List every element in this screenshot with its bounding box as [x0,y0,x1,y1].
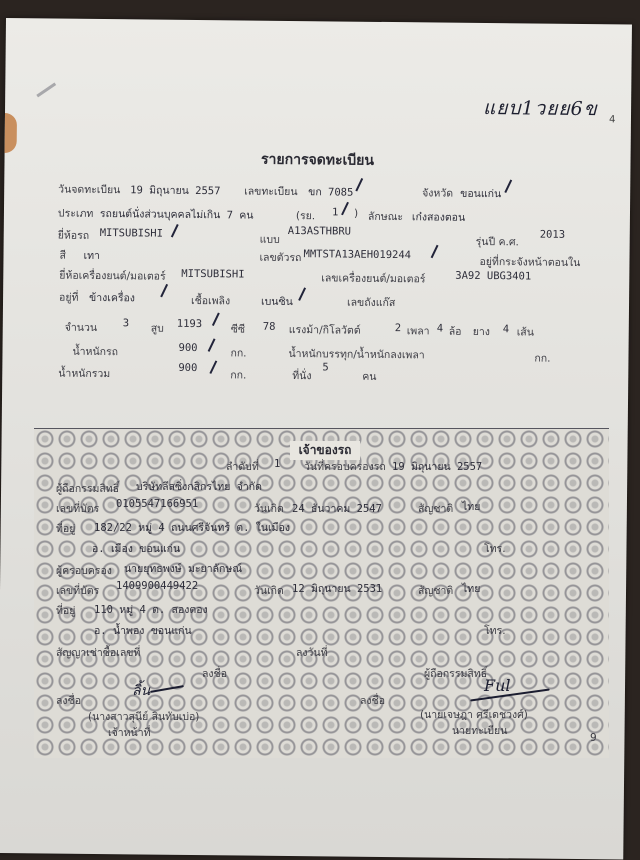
cylinder-count: 3 [122,317,130,330]
axle-label: เพลา [406,325,430,338]
type-code-close: ) [353,207,359,220]
check-mark [160,284,168,297]
fuel-label: เชื้อเพลิง [190,294,231,308]
registrar-signature: Ful [484,676,511,695]
engine-brand-label: ยี่ห้อเครื่องยนต์/มอเตอร์ [59,269,166,283]
seq-label: ลำดับที่ [226,461,259,473]
year-value: 2013 [539,228,566,241]
sign1-label: ลงชื่อ [202,668,227,680]
page-title: รายการจดทะเบียน [260,151,375,169]
contract-label: สัญญาเช่าซื้อเลขที่ [56,647,141,659]
possession-date: 19 มิถุนายน 2557 [392,461,483,473]
check-mark [298,287,306,300]
vin-location: อยู่ที่กระจังหน้าตอนใน [479,255,581,270]
holder-address-label: ที่อยู่ [56,605,76,617]
sign3-label: ลงชื่อ [360,695,385,707]
total-unit: กก. [230,369,247,382]
holder-birth-label: วันเกิด [254,585,284,597]
engine-brand: MITSUBISHI [181,267,245,281]
tank-label: เลขถังแก๊ส [346,296,396,310]
handwritten-number: แยบ1วยย6ข [482,97,598,121]
type-value: รถยนต์นั่งส่วนบุคคลไม่เกิน 7 คน [99,207,254,222]
officer-signature: ลิ้น [132,683,151,699]
holder-label: ผู้ครอบครอง [56,565,112,577]
tel-label: โทร. [484,543,506,555]
nationality-value: ไทย [462,501,481,513]
cc-label: ซีซี [230,323,246,336]
hp-value: 78 [262,320,276,333]
load-label: น้ำหนักบรรทุก/น้ำหนักลงเพลา [288,347,425,362]
check-mark [341,202,349,215]
brand-label: ยี่ห้อรถ [57,229,90,242]
id-label: เลขที่บัตร [56,503,100,515]
check-mark [171,224,179,237]
weight-unit: กก. [230,347,247,360]
holder-value: นายยุทธพงษ์ มะยาลักษณ์ [124,563,243,575]
seats-value: 5 [322,361,329,374]
engine-no: 3A92 UBG3401 [455,269,532,283]
type-code-label: (รย. [295,210,316,223]
color-label: สี [59,249,66,262]
brand-value: MITSUBISHI [99,226,164,240]
address-label: ที่อยู่ [56,523,76,535]
wheels-label: ล้อ [448,325,462,338]
seats-unit: คน [362,370,377,383]
model-value: A13ASTHBRU [287,224,352,238]
holder-birth-value: 12 มิถุนายน 2531 [292,583,383,595]
province: ขอนแก่น [460,187,502,201]
engine-loc: ข้างเครื่อง [89,291,136,305]
check-mark [504,180,512,193]
check-mark [212,312,220,325]
holder-address-line2: อ. น้ำพอง ขอนแก่น [94,625,192,637]
province-label: จังหวัด [422,187,454,200]
owner-label: ผู้ถือกรรมสิทธิ์ [56,483,120,495]
sign1-role: ผู้ถือกรรมสิทธิ์ [424,668,488,680]
seq-value: 1 [274,458,281,470]
reg-no: ขก 7085 [308,186,354,199]
axle-value: 2 [394,322,402,335]
holder-address-value: 110 หมู่ 4 ต. สองตอง [94,604,208,616]
vin-label: เลขตัวรถ [259,251,302,265]
style-value: เก๋งสองตอน [411,211,466,224]
holder-id-label: เลขที่บัตร [56,585,100,597]
count-label: จำนวน [64,321,98,334]
tires-value: 4 [502,323,510,336]
contract-date-label: ลงวันที่ [296,647,328,659]
birth-value: 24 ธันวาคม 2547 [292,503,382,515]
engine-loc-label: อยู่ที่ [59,291,79,304]
cc-value: 1193 [176,317,203,331]
id-value: 0105547166951 [116,498,199,510]
possession-date-label: วันที่ครอบครองรถ [304,461,386,473]
vin-value: MMTSTA13AEH019244 [303,248,412,262]
sign2-name: (นางสาวสุนีย์ สินทับเบ่อ) [88,711,200,723]
owner-section-title: เจ้าของรถ [290,441,360,460]
type-label: ประเภท [57,207,94,220]
check-mark [208,338,216,351]
holder-nat-label: สัญชาติ [418,585,454,597]
style-label: ลักษณะ [367,210,404,224]
check-mark [209,360,217,373]
sign3-name: (นายเจษฎา ศรีเดชวงศ์) [420,709,528,721]
check-mark [355,178,363,191]
address-line2: อ. เมือง ขอนแก่น [92,543,181,555]
cylinder-label: สูบ [150,322,164,335]
tires-label: ยาง [472,325,490,339]
reg-date: 19 มิถุนายน 2557 [130,184,221,198]
sign3-role: นายทะเบียน [452,725,508,737]
engine-no-label: เลขเครื่องยนต์/มอเตอร์ [321,272,426,286]
divider [34,428,609,429]
owner-value: บริษัทลีสซิ่งกสิกรไทย จำกัด [136,481,262,493]
model-label: แบบ [259,233,280,246]
reg-date-label: วันจดทะเบียน [58,183,121,197]
weight-label: น้ำหนักรถ [72,345,119,359]
reg-no-label: เลขทะเบียน [244,185,298,199]
hp-label: แรงม้า/กิโลวัตต์ [288,323,361,337]
holder-nat-value: ไทย [462,583,481,595]
sign2-label: ลงชื่อ [56,695,81,707]
tires-unit: เส้น [516,326,534,339]
weight-value: 900 [178,341,198,355]
holder-tel-label: โทร. [484,625,506,637]
box-page-number: 9 [590,732,597,744]
check-mark [431,245,439,258]
nationality-label: สัญชาติ [418,503,454,515]
staple-mark [36,82,56,97]
birth-label: วันเกิด [254,503,284,515]
color-value: เทา [83,249,100,262]
total-value: 900 [178,361,198,375]
fuel-value: เบนซิน [260,295,293,309]
wheels-value: 4 [436,322,444,335]
type-code: 1 [331,206,339,219]
page-number: 4 [608,114,616,126]
sign2-role: เจ้าหน้าที่ [108,727,151,739]
year-label: รุ่นปี ค.ศ. [475,235,519,249]
address-value: 182/22 หมู่ 4 ถนนศรีจันทร์ ต. ในเมือง [94,522,290,534]
total-label: น้ำหนักรวม [58,367,111,381]
seats-label: ที่นั่ง [292,370,312,383]
load-unit: กก. [534,352,551,365]
holder-id-value: 1409900449422 [116,580,199,592]
